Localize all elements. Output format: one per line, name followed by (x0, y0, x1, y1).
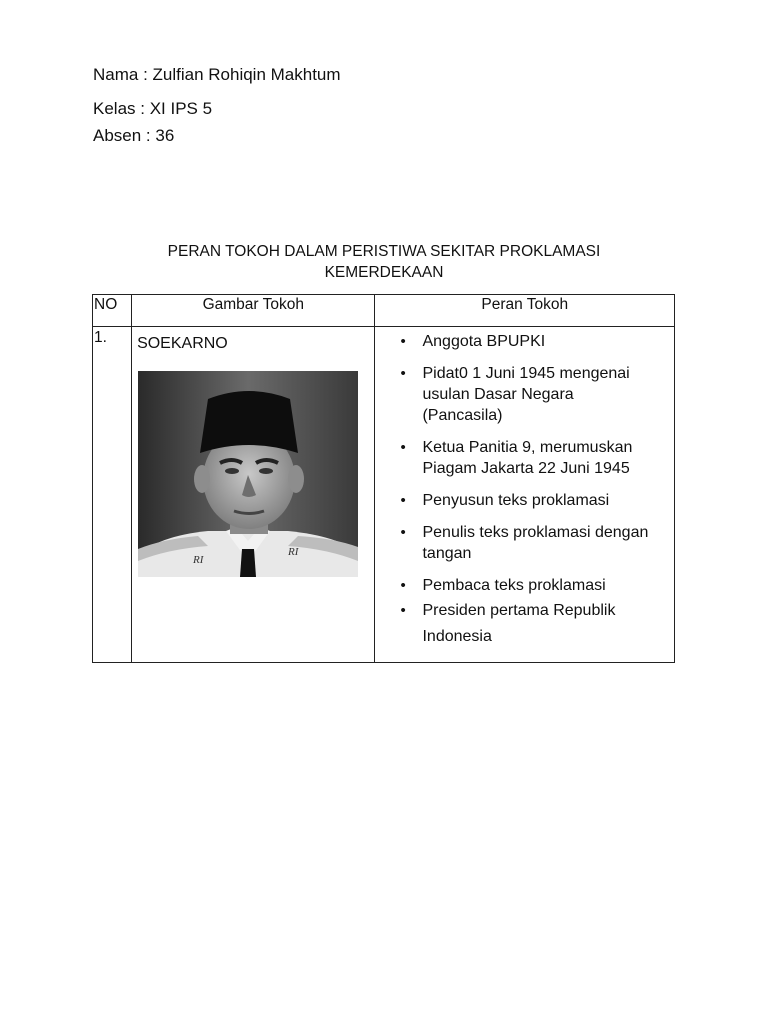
document-title-line-2: KEMERDEKAAN (324, 264, 444, 281)
column-header-no: NO (93, 295, 132, 327)
list-item: • Penulis teks proklamasi dengan tangan (400, 524, 649, 562)
row-number: 1. (93, 327, 132, 663)
uniform-badge-right: RI (288, 546, 299, 558)
bullet-icon: • (400, 524, 406, 541)
bullet-icon: • (400, 577, 406, 594)
list-item: • Pidat0 1 Juni 1945 mengenai usulan Dasar Negara (Pancasila) (400, 365, 630, 424)
role-list (375, 331, 675, 661)
table-row (93, 327, 675, 663)
bullet-icon: • (400, 365, 406, 382)
bullet-icon: • (400, 602, 406, 619)
figure-name: SOEKARNO (137, 335, 228, 352)
uniform-badge-left: RI (193, 554, 204, 566)
list-item: • Penyusun teks proklamasi (400, 492, 610, 509)
column-header-picture: Gambar Tokoh (132, 295, 375, 327)
figure-portrait-photo (138, 371, 358, 577)
bullet-icon: • (400, 333, 406, 350)
list-item: • Pembaca teks proklamasi (400, 577, 606, 594)
list-item: • Ketua Panitia 9, merumuskan Piagam Jakarta 22 Juni 1945 (400, 439, 633, 477)
figure-cell (132, 327, 375, 663)
bullet-icon: • (400, 439, 406, 456)
list-item: • Anggota BPUPKI (400, 333, 546, 350)
bullet-icon: • (400, 492, 406, 509)
list-item: • Presiden pertama Republik Indonesia (375, 598, 675, 650)
roles-table (92, 294, 675, 663)
document-title (93, 241, 675, 283)
student-class: Kelas : XI IPS 5 (93, 99, 213, 118)
role-cell (375, 327, 675, 663)
column-header-role: Peran Tokoh (375, 295, 675, 327)
document-title-line-1: PERAN TOKOH DALAM PERISTIWA SEKITAR PROKLAMASI (167, 243, 601, 260)
student-number: Absen : 36 (93, 126, 175, 145)
student-name: Nama : Zulfian Rohiqin Makhtum (93, 65, 341, 84)
table-header-row (93, 295, 675, 327)
